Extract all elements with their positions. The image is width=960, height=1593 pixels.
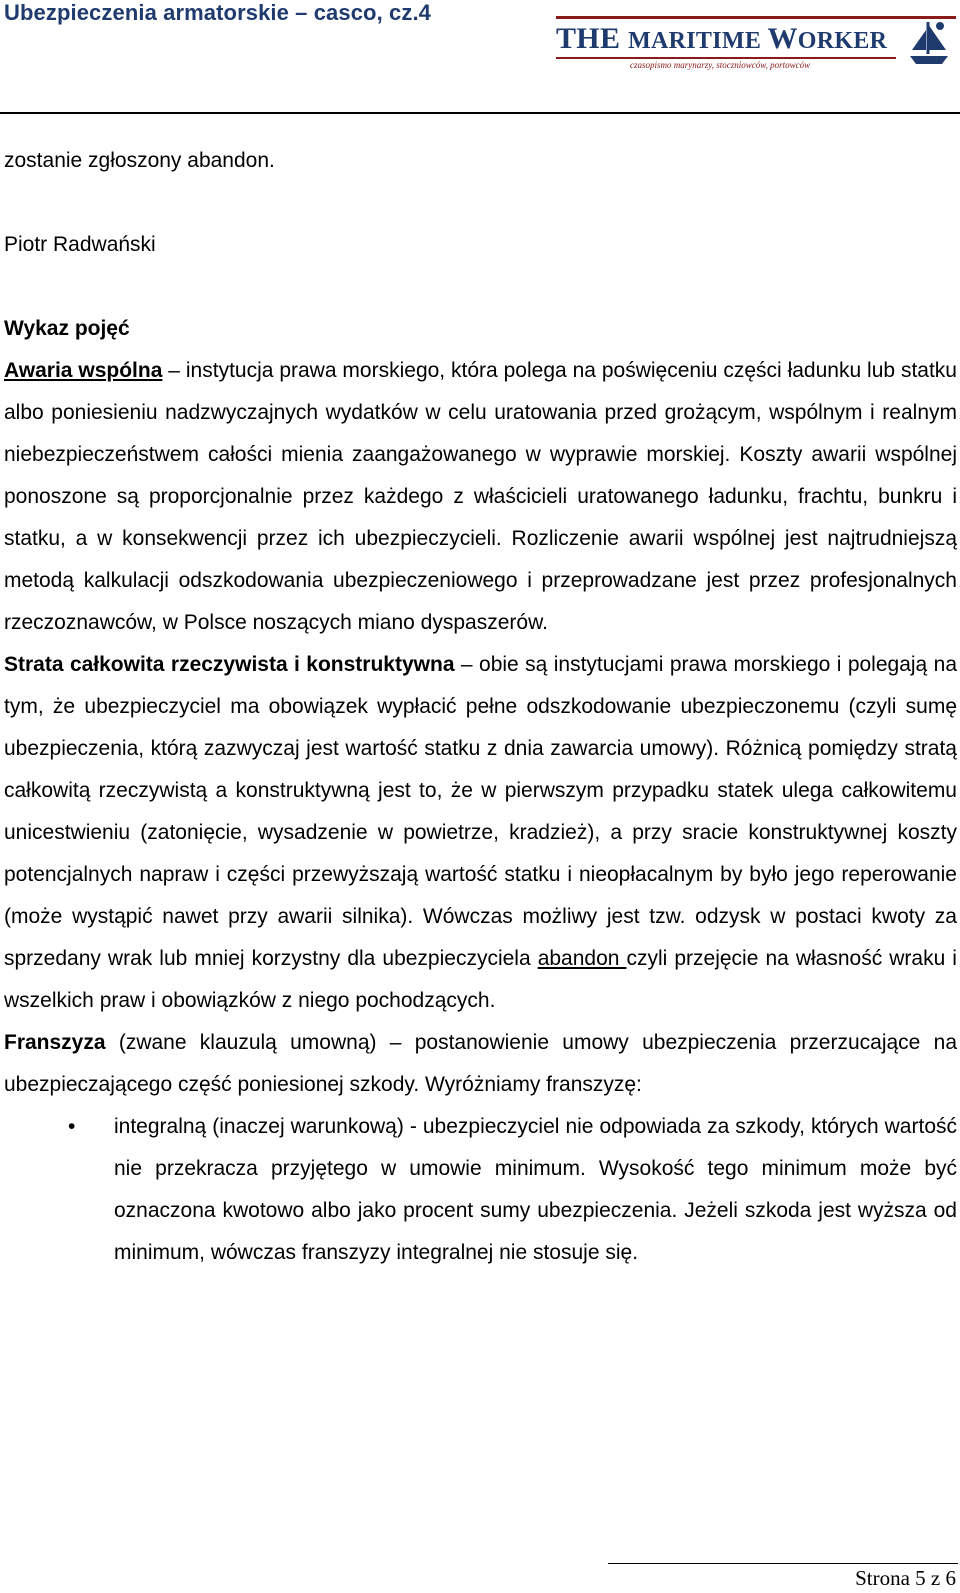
header-divider xyxy=(0,112,960,114)
page-number: Strona 5 z 6 xyxy=(855,1566,956,1590)
document-body xyxy=(4,140,957,1274)
definition-franszyza: (zwane klauzulą umowną) – postanowienie umowy ubezpieczenia przerzucające na ubezpieczającego część poniesionej szkody. Wyróżniamy franszyzę: xyxy=(4,1031,957,1096)
footer-divider xyxy=(608,1563,958,1564)
abandon-link[interactable]: abandon xyxy=(537,947,627,970)
logo-tagline: czasopismo marynarzy, stoczniowców, portowców xyxy=(630,60,811,70)
logo-rule-bottom xyxy=(556,57,896,59)
logo-rule-top xyxy=(556,16,956,19)
glossary-entry-strata xyxy=(4,644,957,1022)
list-item xyxy=(4,1106,957,1274)
paragraph-continuation: zostanie zgłoszony abandon. xyxy=(4,149,275,172)
glossary-heading: Wykaz pojęć xyxy=(4,317,130,340)
term-franszyza: Franszyza xyxy=(4,1031,106,1054)
ship-worker-icon xyxy=(904,16,954,66)
logo-wordmark: THE MARITIME WORKER xyxy=(556,22,888,55)
author-name: Piotr Radwański xyxy=(4,233,156,256)
term-strata: Strata całkowita rzeczywista i konstruktywna xyxy=(4,653,455,676)
glossary-entry-franszyza xyxy=(4,1022,957,1106)
definition-awaria: instytucja prawa morskiego, która polega na poświęceniu części ładunku lub statku albo poniesieniu nadzwyczajnych wydatków w celu uratowania przed grożącym, wspólnym i realnym niebezpieczeństwem całości mienia zaangażowanego w wyprawie morskiej. Koszty awarii wspólnej ponoszone są proporcjonalnie przez każdego z właścicieli uratowanego ładunku, frachtu, bunkru i statku, a w konsekwencji przez ich ubezpieczycieli. Rozliczenie awarii wspólnej jest najtrudniejszą metodą kalkulacji odszkodowania ubezpieczeniowego i przeprowadzane jest przez profesjonalnych rzeczoznawców, w Polsce noszących miano dyspaszerów. xyxy=(4,359,957,634)
page-header xyxy=(0,0,960,116)
bullet-marker: • xyxy=(68,1115,76,1138)
maritime-worker-logo xyxy=(556,16,956,76)
list-item-text: integralną (inaczej warunkową) - ubezpieczyciel nie odpowiada za szkody, których wartość nie przekracza przyjętego w umowie minimum. Wysokość tego minimum może być oznaczona kwotowo albo jako procent sumy ubezpieczenia. Jeżeli szkoda jest wyższa od minimum, wówczas franszyzy integralnej nie stosuje się. xyxy=(114,1115,957,1264)
definition-strata-2: czyli przejęcie na własność wraku i wszelkich praw i obowiązków z niego pochodzących. xyxy=(4,947,957,1012)
term-awaria: Awaria wspólna xyxy=(4,359,163,382)
document-title: Ubezpieczenia armatorskie – casco, cz.4 xyxy=(4,0,432,25)
glossary-entry-awaria: Awaria wspólna – instytucja prawa morskiego, która polega na poświęceniu części ładunku lub statku albo poniesieniu nadzwyczajnych wydatków w celu uratowania przed grożącym, wspólnym i realnym niebezpieczeństwem całości mienia zaangażowanego w wyprawie morskiej. Koszty awarii wspólnej ponoszone są proporcjonalnie przez każdego z właścicieli uratowanego ładunku, frachtu, bunkru i statku, a w konsekwencji przez ich ubezpieczycieli. Rozliczenie awarii wspólnej jest najtrudniejszą metodą kalkulacji odszkodowania ubezpieczeniowego i przeprowadzane jest przez profesjonalnych rzeczoznawców, w Polsce noszących miano dyspaszerów. xyxy=(4,359,957,634)
franszyza-types-list xyxy=(4,1106,957,1274)
definition-strata-1: – obie są instytucjami prawa morskiego i polegają na tym, że ubezpieczyciel ma obowiązek wypłacić pełne odszkodowanie ubezpieczonemu (czyli sumę ubezpieczenia, którą zazwyczaj jest wartość statku z dnia zawarcia umowy). Różnicą pomiędzy stratą całkowitą rzeczywistą a konstruktywną jest to, że w pierwszym przypadku statek ulega całkowitemu unicestwieniu (zatonięcie, wysadzenie w powietrze, kradzież), a przy sracie konstruktywnej koszty potencjalnych napraw i części przewyższają wartość statku i nieopłacalnym by było jego reperowanie (może wystąpić nawet przy awarii silnika). Wówczas możliwy jest tzw. odzysk w postaci kwoty za sprzedany wrak lub mniej korzystny dla ubezpieczyciela xyxy=(4,653,957,970)
